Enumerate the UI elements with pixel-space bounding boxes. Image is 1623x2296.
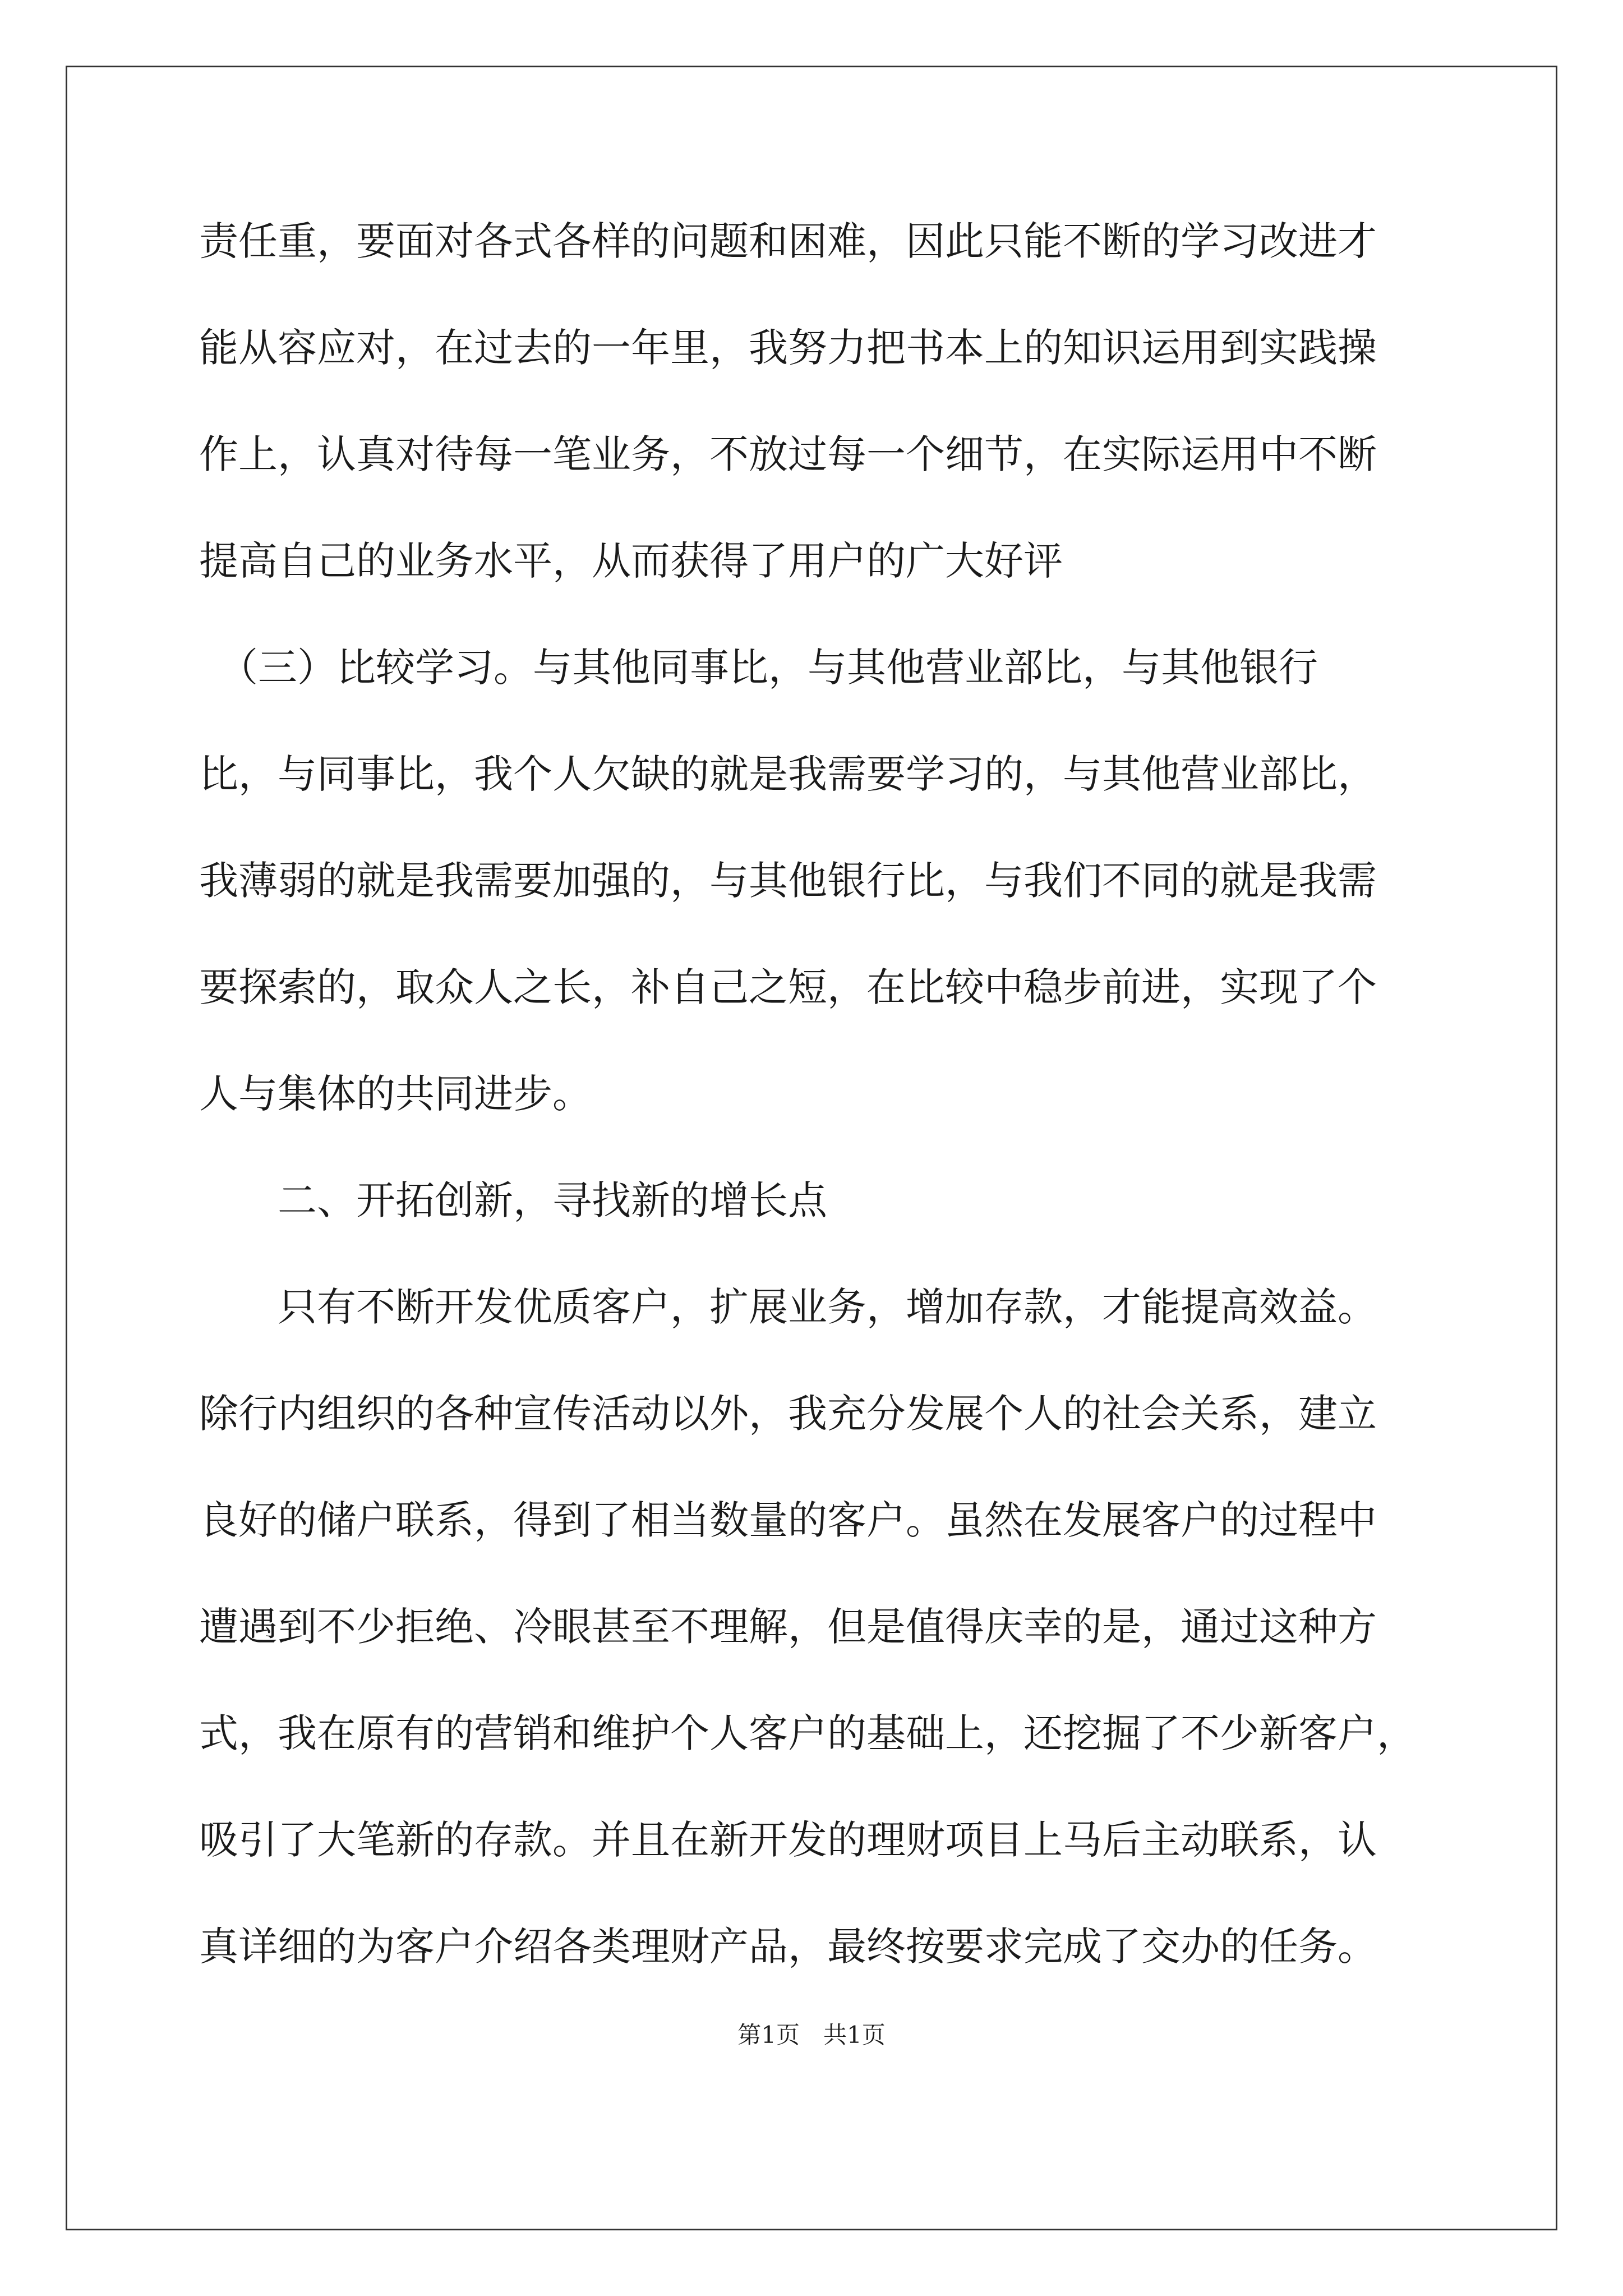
text-line: 遭遇到不少拒绝、冷眼甚至不理解，但是值得庆幸的是，通过这种方 — [199, 1604, 1377, 1650]
text-line: 良好的储户联系，得到了相当数量的客户。虽然在发展客户的过程中 — [199, 1497, 1377, 1543]
text-line: 真详细的为客户介绍各类理财产品，最终按要求完成了交办的任务。 — [199, 1924, 1377, 1970]
text-line: 作上，认真对待每一笔业务，不放过每一个细节，在实际运用中不断 — [199, 431, 1377, 477]
text-line: 能从容应对，在过去的一年里，我努力把书本上的知识运用到实践操 — [199, 325, 1377, 371]
text-line: 只有不断开发优质客户，扩展业务，增加存款，才能提高效益。 — [199, 1284, 1377, 1330]
text-line: 除行内组织的各种宣传活动以外，我充分发展个人的社会关系，建立 — [199, 1391, 1377, 1437]
section-heading: 二、开拓创新，寻找新的增长点 — [199, 1177, 827, 1223]
text-line: 式，我在原有的营销和维护个人客户的基础上，还挖掘了不少新客户， — [199, 1710, 1416, 1756]
text-line: 人与集体的共同进步。 — [199, 1071, 592, 1117]
page-number-footer: 第1页 共1页 — [737, 2021, 886, 2049]
text-line: 责任重，要面对各式各样的问题和困难，因此只能不断的学习改进才 — [199, 218, 1377, 264]
text-line: 比，与同事比，我个人欠缺的就是我需要学习的，与其他营业部比， — [199, 751, 1377, 797]
text-line: 提高自己的业务水平，从而获得了用户的广大好评 — [199, 538, 1063, 584]
text-line: （三）比较学习。与其他同事比，与其他营业部比，与其他银行 — [199, 645, 1318, 691]
text-line: 吸引了大笔新的存款。并且在新开发的理财项目上马后主动联系，认 — [199, 1817, 1377, 1863]
document-body — [199, 199, 1427, 2011]
text-line: 要探索的，取众人之长，补自己之短，在比较中稳步前进，实现了个 — [199, 964, 1377, 1010]
text-line: 我薄弱的就是我需要加强的，与其他银行比，与我们不同的就是我需 — [199, 858, 1377, 904]
